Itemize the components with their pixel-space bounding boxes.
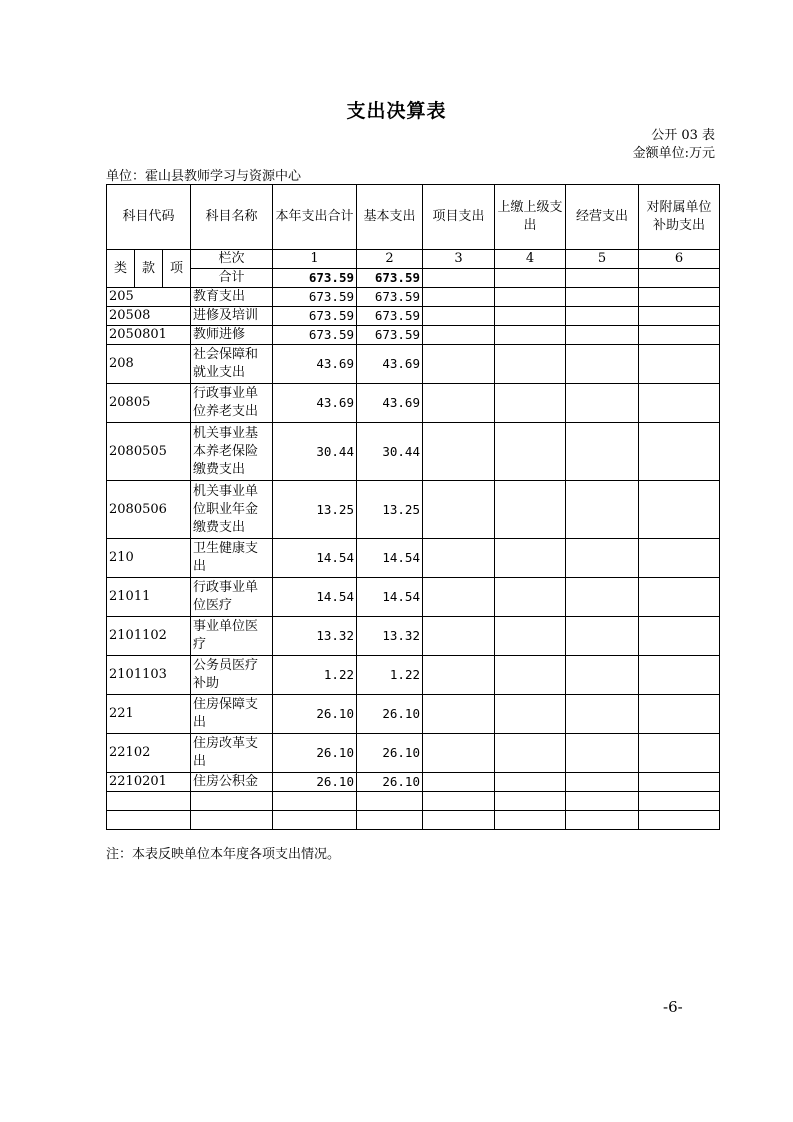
total-amount: 673.59	[273, 269, 357, 288]
table-row	[107, 345, 720, 384]
organization-label: 单位：霍山县教师学习与资源中心	[106, 169, 302, 184]
empty-cell	[495, 792, 566, 811]
empty-cell	[423, 792, 495, 811]
empty-cell	[423, 773, 495, 792]
footnote: 注：本表反映单位本年度各项支出情况。	[106, 847, 341, 862]
header-row	[107, 185, 720, 250]
empty-cell	[639, 481, 720, 539]
row-total: 26.10	[273, 773, 357, 792]
header-business: 经营支出	[566, 185, 639, 250]
empty-cell	[566, 792, 639, 811]
blank-row	[107, 792, 720, 811]
header-xiang: 项	[163, 250, 191, 288]
row-basic: 13.25	[357, 481, 423, 539]
empty-cell	[566, 384, 639, 423]
empty-cell	[495, 617, 566, 656]
row-code: 20508	[107, 307, 191, 326]
table-row	[107, 617, 720, 656]
row-total: 1.22	[273, 656, 357, 695]
row-name: 进修及培训	[191, 307, 273, 326]
empty-cell	[423, 326, 495, 345]
row-code: 2101102	[107, 617, 191, 656]
table-row	[107, 539, 720, 578]
total-basic: 673.59	[357, 269, 423, 288]
empty-cell	[495, 481, 566, 539]
column-number: 6	[639, 250, 720, 269]
total-row	[107, 269, 720, 288]
table-row	[107, 734, 720, 773]
header-project: 项目支出	[423, 185, 495, 250]
empty-cell	[566, 578, 639, 617]
row-basic: 14.54	[357, 539, 423, 578]
row-total: 673.59	[273, 326, 357, 345]
row-basic: 26.10	[357, 734, 423, 773]
row-total: 13.25	[273, 481, 357, 539]
column-label: 栏次	[191, 250, 273, 269]
empty-cell	[639, 423, 720, 481]
empty-cell	[639, 539, 720, 578]
header-lei: 类	[107, 250, 135, 288]
empty-cell	[107, 811, 191, 830]
row-total: 26.10	[273, 695, 357, 734]
empty-cell	[273, 792, 357, 811]
empty-cell	[639, 326, 720, 345]
column-number-row	[107, 250, 720, 269]
empty-cell	[495, 307, 566, 326]
empty-cell	[639, 288, 720, 307]
row-code: 221	[107, 695, 191, 734]
empty-cell	[639, 773, 720, 792]
empty-cell	[423, 307, 495, 326]
row-name: 机关事业基本养老保险缴费支出	[191, 423, 273, 481]
header-total: 本年支出合计	[273, 185, 357, 250]
empty-cell	[423, 578, 495, 617]
column-number: 2	[357, 250, 423, 269]
empty-cell	[495, 326, 566, 345]
form-number: 公开 03 表	[651, 128, 715, 143]
empty-cell	[495, 773, 566, 792]
empty-cell	[423, 384, 495, 423]
column-number: 4	[495, 250, 566, 269]
table-row	[107, 695, 720, 734]
empty-cell	[566, 288, 639, 307]
empty-cell	[495, 384, 566, 423]
row-name: 社会保障和就业支出	[191, 345, 273, 384]
empty-cell	[566, 617, 639, 656]
empty-cell	[495, 734, 566, 773]
empty-cell	[423, 423, 495, 481]
empty-cell	[495, 811, 566, 830]
empty-cell	[495, 345, 566, 384]
row-basic: 43.69	[357, 384, 423, 423]
row-basic: 43.69	[357, 345, 423, 384]
total-label: 合计	[191, 269, 273, 288]
header-code: 科目代码	[107, 185, 191, 250]
empty-cell	[423, 695, 495, 734]
empty-cell	[639, 617, 720, 656]
page-number: -6-	[663, 998, 683, 1016]
row-total: 14.54	[273, 539, 357, 578]
empty-cell	[566, 539, 639, 578]
empty-cell	[639, 656, 720, 695]
empty-cell	[423, 811, 495, 830]
empty-cell	[639, 384, 720, 423]
table-row	[107, 288, 720, 307]
row-name: 住房保障支出	[191, 695, 273, 734]
empty-cell	[357, 792, 423, 811]
row-total: 43.69	[273, 345, 357, 384]
row-name: 教育支出	[191, 288, 273, 307]
empty-cell	[566, 773, 639, 792]
empty-cell	[495, 288, 566, 307]
table-row	[107, 423, 720, 481]
row-code: 2210201	[107, 773, 191, 792]
header-upper: 上缴上级支出	[495, 185, 566, 250]
row-name: 事业单位医疗	[191, 617, 273, 656]
header-kuan: 款	[135, 250, 163, 288]
empty-cell	[639, 345, 720, 384]
row-basic: 14.54	[357, 578, 423, 617]
empty-cell	[639, 578, 720, 617]
row-total: 673.59	[273, 288, 357, 307]
empty-cell	[566, 811, 639, 830]
row-basic: 30.44	[357, 423, 423, 481]
empty-cell	[423, 539, 495, 578]
row-name: 卫生健康支出	[191, 539, 273, 578]
row-code: 205	[107, 288, 191, 307]
empty-cell	[639, 307, 720, 326]
row-code: 2050801	[107, 326, 191, 345]
row-code: 2101103	[107, 656, 191, 695]
row-name: 住房改革支出	[191, 734, 273, 773]
table-row	[107, 384, 720, 423]
empty-cell	[639, 792, 720, 811]
row-total: 30.44	[273, 423, 357, 481]
row-code: 22102	[107, 734, 191, 773]
empty-cell	[191, 811, 273, 830]
row-code: 2080506	[107, 481, 191, 539]
row-basic: 26.10	[357, 773, 423, 792]
empty-cell	[566, 423, 639, 481]
table-row	[107, 656, 720, 695]
blank-row	[107, 811, 720, 830]
empty-cell	[107, 792, 191, 811]
row-basic: 13.32	[357, 617, 423, 656]
row-code: 20805	[107, 384, 191, 423]
empty-cell	[495, 695, 566, 734]
row-code: 210	[107, 539, 191, 578]
empty-cell	[639, 734, 720, 773]
row-code: 21011	[107, 578, 191, 617]
table-row	[107, 307, 720, 326]
row-name: 行政事业单位养老支出	[191, 384, 273, 423]
column-number: 3	[423, 250, 495, 269]
row-name: 行政事业单位医疗	[191, 578, 273, 617]
table-row	[107, 578, 720, 617]
empty-cell	[639, 811, 720, 830]
empty-cell	[423, 288, 495, 307]
header-name: 科目名称	[191, 185, 273, 250]
empty-cell	[566, 656, 639, 695]
empty-cell	[566, 326, 639, 345]
empty-cell	[357, 811, 423, 830]
row-name: 公务员医疗补助	[191, 656, 273, 695]
table-row	[107, 481, 720, 539]
empty-cell	[423, 481, 495, 539]
header-subsidy: 对附属单位补助支出	[639, 185, 720, 250]
row-total: 26.10	[273, 734, 357, 773]
row-code: 2080505	[107, 423, 191, 481]
row-name: 机关事业单位职业年金缴费支出	[191, 481, 273, 539]
row-total: 43.69	[273, 384, 357, 423]
empty-cell	[423, 734, 495, 773]
empty-cell	[423, 345, 495, 384]
empty-cell	[495, 539, 566, 578]
header-basic: 基本支出	[357, 185, 423, 250]
empty-cell	[495, 656, 566, 695]
empty-cell	[566, 734, 639, 773]
column-number: 1	[273, 250, 357, 269]
empty-cell	[639, 695, 720, 734]
row-basic: 673.59	[357, 326, 423, 345]
row-basic: 1.22	[357, 656, 423, 695]
amount-unit-label: 金额单位:万元	[632, 146, 715, 161]
row-total: 673.59	[273, 307, 357, 326]
row-total: 14.54	[273, 578, 357, 617]
expenditure-table	[106, 184, 720, 830]
empty-cell	[191, 792, 273, 811]
empty-cell	[495, 423, 566, 481]
row-name: 教师进修	[191, 326, 273, 345]
page-title: 支出决算表	[346, 100, 447, 122]
row-basic: 673.59	[357, 307, 423, 326]
row-basic: 26.10	[357, 695, 423, 734]
row-name: 住房公积金	[191, 773, 273, 792]
table-row	[107, 773, 720, 792]
empty-cell	[273, 811, 357, 830]
empty-cell	[566, 307, 639, 326]
empty-cell	[566, 695, 639, 734]
row-code: 208	[107, 345, 191, 384]
table-row	[107, 326, 720, 345]
empty-cell	[566, 345, 639, 384]
empty-cell	[566, 481, 639, 539]
row-basic: 673.59	[357, 288, 423, 307]
empty-cell	[495, 578, 566, 617]
empty-cell	[423, 617, 495, 656]
column-number: 5	[566, 250, 639, 269]
empty-cell	[423, 656, 495, 695]
row-total: 13.32	[273, 617, 357, 656]
